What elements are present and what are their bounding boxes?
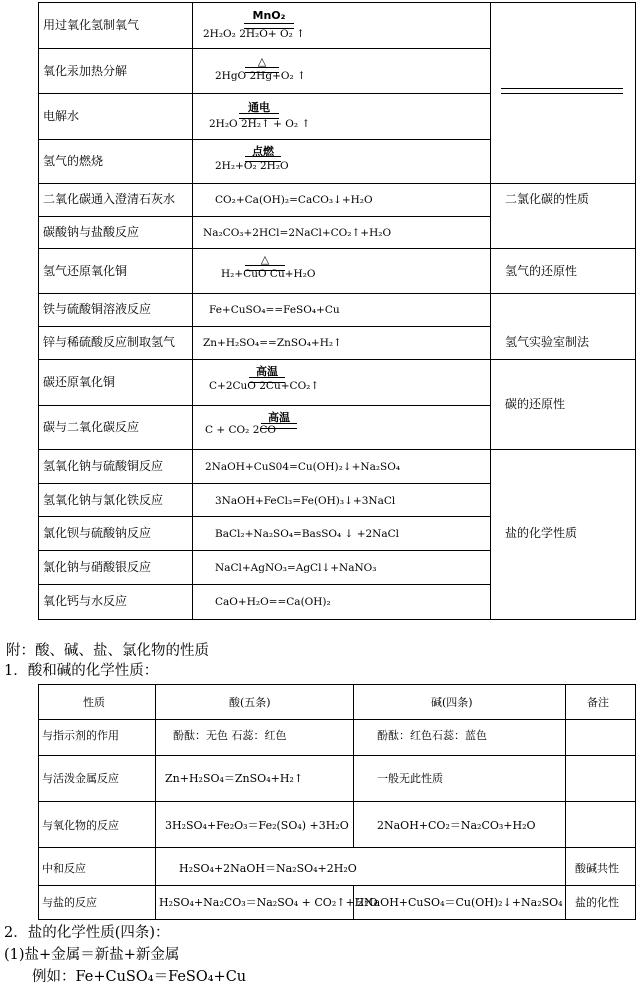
equation: C+2CuO 2Cu+CO₂↑ (209, 380, 320, 392)
row-divider (39, 359, 635, 360)
header-acid: 酸(五条) (229, 696, 271, 709)
reaction-name: 二氧化碳通入澄清石灰水 (43, 192, 176, 206)
equation: 3NaOH+FeCl₃=Fe(OH)₃↓+3NaCl (215, 495, 396, 507)
condition-label: MnO₂ (252, 9, 286, 22)
prop-cell: 与指示剂的作用 (42, 729, 119, 742)
section2-title: 2．盐的化学性质(四条)： (4, 925, 170, 941)
condition-label: △ (257, 55, 267, 68)
col-divider (155, 685, 156, 919)
base-cell: 酚酞：红色石蕊：蓝色 (377, 729, 487, 742)
prop-cell: 中和反应 (42, 862, 86, 875)
rule-1: (1)盐+金属＝新盐+新金属 (4, 947, 180, 963)
condition-label: △ (260, 253, 270, 266)
group-label: 二氯化碳的性质 (505, 192, 590, 206)
row-divider (39, 93, 491, 94)
acid-cell: H₂SO₄+2NaOH＝Na₂SO₄+2H₂O (179, 862, 357, 875)
reaction-name: 碳还原氧化铜 (43, 375, 116, 389)
reaction-name: 用过氧化氢制氧气 (43, 18, 140, 32)
col-divider (353, 685, 354, 847)
base-cell: 2NaOH+CO₂＝Na₂CO₃+H₂O (377, 819, 536, 832)
reaction-name: 氢气的燃烧 (43, 154, 104, 168)
acid-cell: H₂SO₄+Na₂CO₃＝Na₂SO₄ + CO₂↑+H₂O (159, 896, 378, 909)
group-label: 氢气实验室制法 (505, 335, 590, 349)
equation: Zn+H₂SO₄==ZnSO₄+H₂↑ (203, 337, 342, 349)
row-divider (39, 755, 635, 756)
reaction-name: 电解水 (43, 109, 80, 123)
reaction-name: 锌与稀硫酸反应制取氢气 (43, 335, 176, 349)
row-divider (39, 719, 635, 720)
row-divider (39, 139, 491, 140)
reaction-name: 碳酸钠与盐酸反应 (43, 225, 140, 239)
equation: 2NaOH+CuS04=Cu(OH)₂↓+Na₂SO₄ (205, 461, 401, 473)
base-cell: 一般无此性质 (377, 772, 443, 785)
acid-cell: 3H₂SO₄+Fe₂O₃＝Fe₂(SO₄) +3H₂O (165, 819, 349, 832)
prop-cell: 与氧化物的反应 (42, 819, 119, 832)
row-divider (39, 216, 491, 217)
row-divider (39, 801, 635, 802)
reaction-arrow (245, 265, 285, 271)
reaction-arrow (245, 156, 281, 162)
reaction-name: 氯化钡与硫酸钠反应 (43, 526, 152, 540)
reaction-arrow (249, 377, 285, 383)
equation: CO₂+Ca(OH)₂=CaCO₃↓+H₂O (215, 194, 373, 206)
section1-title: 1．酸和碱的化学性质： (4, 663, 159, 679)
appendix-title: 附：酸、碱、盐、氯化物的性质 (6, 643, 209, 659)
row-divider (39, 48, 491, 49)
row-divider (39, 293, 635, 294)
reaction-name: 氧化汞加热分解 (43, 64, 128, 78)
col-divider (192, 3, 193, 619)
condition-label: 高温 (256, 365, 278, 378)
equation: 2HgO 2Hg+O₂ ↑ (215, 70, 306, 82)
reaction-arrow (239, 113, 279, 119)
reaction-table (38, 2, 636, 620)
condition-label: 高温 (268, 411, 290, 424)
equation: 2H₂+O₂ 2H₂O (215, 160, 289, 172)
row-divider (39, 326, 491, 327)
row-divider (39, 847, 635, 848)
base-cell: 2NaOH+CuSO₄＝Cu(OH)₂↓+Na₂SO₄ (357, 896, 563, 909)
row-divider (39, 449, 635, 450)
reaction-name: 碳与二氧化碳反应 (43, 420, 140, 434)
row-divider (39, 550, 491, 551)
row-divider (39, 248, 635, 249)
row-divider (39, 584, 491, 585)
col-divider (565, 685, 566, 919)
header-prop: 性质 (83, 696, 105, 709)
equation: BaCl₂+Na₂SO₄=BasSO₄ ↓ +2NaCl (215, 528, 400, 540)
reaction-arrow (244, 23, 294, 29)
group-label: 氢气的还原性 (505, 264, 578, 278)
reaction-arrow (261, 423, 297, 429)
condition-label: 点燃 (252, 145, 274, 158)
acid-cell: 酚酞：无色 石蕊：红色 (173, 729, 287, 742)
acid-base-table (38, 684, 636, 920)
equation: NaCl+AgNO₃=AgCl↓+NaNO₃ (215, 562, 377, 574)
equation: C + CO₂ 2CO (205, 424, 277, 436)
row-divider (39, 483, 491, 484)
reaction-name: 氯化钠与硝酸银反应 (43, 560, 152, 574)
group-bar (501, 88, 623, 89)
header-note: 备注 (587, 696, 609, 709)
condition-label: 通电 (248, 101, 270, 114)
example-1: 例如：Fe+CuSO₄＝FeSO₄+Cu (32, 969, 247, 985)
reaction-name: 氢氧化钠与硫酸铜反应 (43, 459, 164, 473)
col-divider (490, 3, 491, 619)
row-divider (39, 405, 491, 406)
row-divider (39, 516, 491, 517)
equation: CaO+H₂O==Ca(OH)₂ (215, 596, 331, 608)
group-bar (501, 93, 623, 94)
group-label: 盐的化学性质 (505, 526, 578, 540)
reaction-name: 铁与硫酸铜溶液反应 (43, 302, 152, 316)
prop-cell: 与活泼金属反应 (42, 772, 119, 785)
note-cell: 盐的化性 (575, 896, 619, 909)
acid-cell: Zn+H₂SO₄＝ZnSO₄+H₂↑ (165, 772, 304, 785)
group-label: 碳的还原性 (505, 397, 566, 411)
reaction-name: 氢气还原氧化铜 (43, 264, 128, 278)
prop-cell: 与盐的反应 (42, 896, 97, 909)
equation: 2H₂O 2H₂↑ + O₂ ↑ (209, 118, 311, 130)
equation: H₂+CuO Cu+H₂O (221, 268, 316, 280)
reaction-arrow (245, 67, 279, 73)
reaction-name: 氢氧化钠与氯化铁反应 (43, 493, 164, 507)
equation: Na₂CO₃+2HCl=2NaCl+CO₂↑+H₂O (203, 227, 392, 239)
reaction-name: 氧化钙与水反应 (43, 594, 128, 608)
equation: 2H₂O₂ 2H₂O+ O₂ ↑ (203, 28, 305, 40)
header-base: 碱(四条) (431, 696, 473, 709)
note-cell: 酸碱共性 (575, 862, 619, 875)
row-divider (39, 183, 635, 184)
row-divider (39, 885, 635, 886)
equation: Fe+CuSO₄==FeSO₄+Cu (209, 304, 340, 316)
